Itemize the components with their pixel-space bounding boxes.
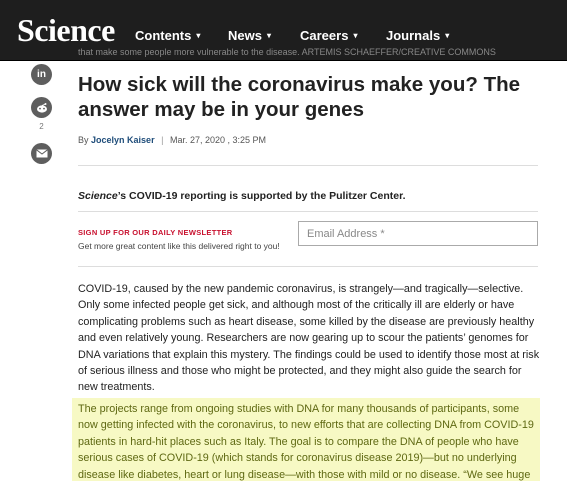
reddit-icon xyxy=(35,101,49,115)
science-logo[interactable]: Science xyxy=(17,12,115,48)
reddit-share-button[interactable] xyxy=(31,97,52,118)
nav-news[interactable] xyxy=(228,28,271,43)
newsletter-subtitle: Get more great content like this delivered right to you! xyxy=(78,241,280,251)
byline-separator: | xyxy=(161,135,164,145)
article-paragraph-highlighted: The projects range from ongoing studies with DNA for many thousands of participants, some now getting infected with the coronavirus, to new efforts that are collecting DNA from COVID-19 patients in hard-hit places such as Italy. The goal is to compare the DNA of people who have serious cases of COVID-19 (which stands for coronavirus disease 2019)—but no underlying disease like diabetes, heart or lung disease—with those with mild or no disease. “We see huge xyxy=(78,403,534,481)
publish-date: Mar. 27, 2020 , 3:25 PM xyxy=(169,135,267,145)
pulitzer-notice xyxy=(78,190,406,202)
reddit-share-count: 2 xyxy=(39,122,44,131)
email-field[interactable] xyxy=(298,221,538,246)
email-share-button[interactable] xyxy=(31,143,52,164)
nav-news-label: News xyxy=(228,28,262,43)
chevron-down-icon: ▾ xyxy=(266,31,271,40)
nav-careers[interactable] xyxy=(300,28,357,43)
article-paragraph: COVID-19, caused by the new pandemic coronavirus, is strangely—and tragically—selective. Only some infected people get sick, and although most of the critically ill are elderly or have complicating problems such as heart disease, some killed by the disease are previously healthy and even relatively young. Researchers are now gearing up to scour the patients’ genomes for DNA variations that explain this mystery. The findings could be used to identify those most at risk of serious illness and those who might be protected, and they might also guide the search for new treatments. xyxy=(78,283,540,394)
article-headline: How sick will the coronavirus make you? The answer may be in your genes xyxy=(78,73,521,121)
divider xyxy=(78,165,538,166)
nav-contents[interactable] xyxy=(135,28,200,43)
nav-careers-label: Careers xyxy=(300,28,349,43)
author-link[interactable]: Jocelyn Kaiser xyxy=(91,135,155,145)
nav-journals[interactable] xyxy=(386,28,449,43)
nav-journals-label: Journals xyxy=(386,28,441,43)
chevron-down-icon: ▾ xyxy=(353,31,358,40)
pulitzer-text: ’s COVID-19 reporting is supported by the Pulitzer Center. xyxy=(117,190,406,202)
byline-prefix: By xyxy=(78,135,89,145)
caption-text: that make some people more vulnerable to the disease. ARTEMIS SCHAEFFER/CREATIVE COMMONS xyxy=(78,47,496,57)
divider xyxy=(78,211,538,212)
image-caption-clipped xyxy=(78,47,518,61)
chevron-down-icon: ▾ xyxy=(445,31,450,40)
divider xyxy=(78,266,538,267)
linkedin-share-button[interactable] xyxy=(31,64,52,85)
email-icon xyxy=(36,149,48,158)
byline xyxy=(78,135,266,145)
linkedin-icon: in xyxy=(37,69,46,80)
newsletter-title: SIGN UP FOR OUR DAILY NEWSLETTER xyxy=(78,228,233,237)
pulitzer-publication: Science xyxy=(78,190,118,202)
chevron-down-icon: ▾ xyxy=(196,31,201,40)
nav-contents-label: Contents xyxy=(135,28,192,43)
